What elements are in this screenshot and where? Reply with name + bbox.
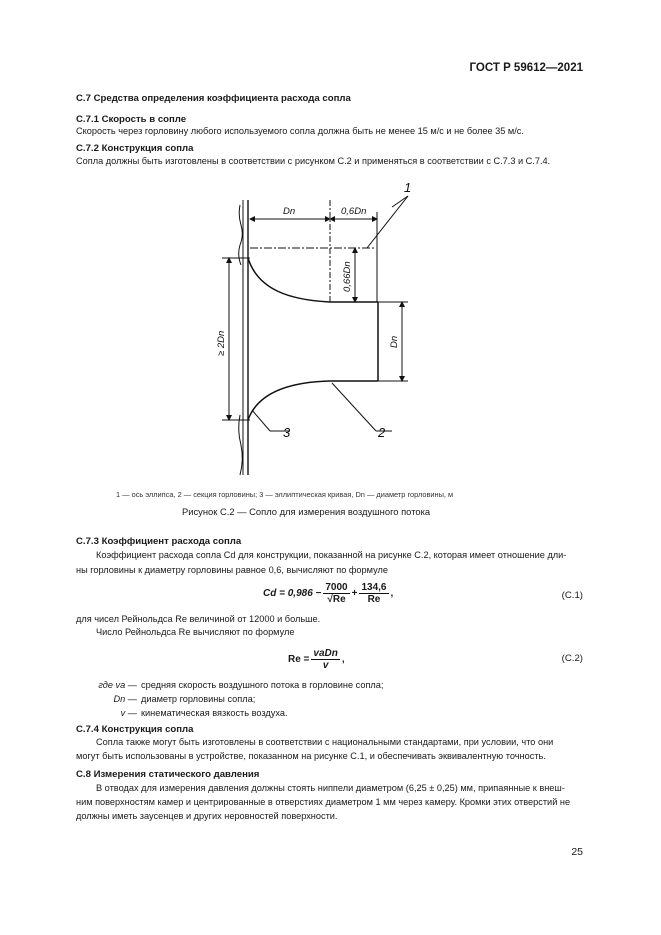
section-c74-heading: С.7.4 Конструкция сопла: [76, 724, 194, 735]
standard-designation: ГОСТ Р 59612—2021: [469, 62, 583, 74]
c74-line1: Сопла также могут быть изготовлены в соответствии с национальными стандартами, при условии, что они: [96, 737, 554, 747]
where-sym-va: где va —: [98, 680, 137, 690]
formula-c1-frac2: [359, 582, 388, 605]
c74-line2: могут быть использованы в устройстве, показанном на рисунке С.1, и обеспечивать эквивалентную точность.: [76, 751, 546, 761]
page-number: 25: [571, 846, 583, 858]
formula-c1-tail: ,: [390, 588, 394, 599]
c8-line3: должны иметь заусенцев и других неровностей поверхности.: [76, 811, 338, 821]
label-2dn: ≥ 2Dn: [216, 330, 227, 356]
section-c71-text: Скорость через горловину любого используемого сопла должна быть не менее 15 м/с и не более 35 м/с.: [76, 126, 524, 136]
where-sym-v: v —: [120, 708, 137, 718]
formula-c2-tail: ,: [341, 654, 345, 665]
section-c71-heading: С.7.1 Скорость в сопле: [76, 114, 187, 125]
formula-c2: [288, 648, 345, 671]
callout-2: 2: [378, 425, 386, 440]
section-c7-heading: С.7 Средства определения коэффициента расхода сопла: [76, 93, 351, 104]
where-sym-dn: Dn —: [113, 694, 137, 704]
label-06dn: 0,6Dn: [341, 206, 367, 217]
c73-after-formula1: для чисел Рейнольдса Re величиной от 12000 и больше.: [76, 614, 321, 624]
figure-legend: 1 — ось эллипса, 2 — секция горловины; 3 — эллиптическая кривая, Dn — диаметр горловины, м: [116, 490, 454, 499]
formula-c1: [263, 582, 393, 605]
formula-c2-num: vaDn: [313, 648, 338, 659]
formula-c2-number: (С.2): [561, 653, 583, 664]
label-dn-right: Dn: [389, 335, 400, 348]
formula-c2-lhs: Re =: [288, 654, 310, 665]
upper-elliptic-curve: [248, 258, 330, 302]
wall-break-bottom: [239, 415, 243, 475]
c73-para-line1: Коэффициент расхода сопла Cd для конструкции, показанной на рисунке С.2, которая имеет отношение дли-: [96, 550, 567, 560]
formula-c1-frac2-den: Re: [367, 594, 381, 605]
section-c73-heading: С.7.3 Коэффициент расхода сопла: [76, 536, 242, 547]
c8-line2: ним поверхностям камер и центрированные в отверстиях диаметром 1 мм через камеру. Кромки этих отверстий не: [76, 797, 571, 807]
callout-3: 3: [283, 425, 291, 440]
wall-break-top: [239, 205, 243, 265]
c73-re-intro: Число Рейнольдса Re вычисляют по формуле: [96, 627, 295, 637]
formula-c1-plus: +: [351, 588, 358, 599]
formula-c2-frac: [311, 648, 339, 671]
callout-1: 1: [404, 180, 412, 195]
section-c8-heading: С.8 Измерения статического давления: [76, 769, 260, 780]
formula-c1-number: (С.1): [561, 590, 583, 601]
leader-3: [252, 410, 270, 431]
formula-c1-frac1-den: √Re: [327, 594, 346, 605]
leader-1a: [367, 196, 408, 248]
leader-2: [332, 383, 376, 431]
formula-c2-den: v: [322, 660, 329, 671]
section-c72-text: Сопла должны быть изготовлены в соответствии с рисунком С.2 и применяться в соответствии с С.7.3 и С.7.4.: [76, 156, 551, 166]
c73-para-line2: ны горловины к диаметру горловины равное 0,6, вычисляют по формуле: [76, 565, 388, 575]
formula-c1-frac1-num: 7000: [325, 582, 348, 593]
where-desc-v: кинематическая вязкость воздуха.: [141, 708, 288, 718]
label-066dn: 0,66Dn: [342, 261, 353, 292]
where-desc-dn: диаметр горловины сопла;: [141, 694, 256, 704]
formula-c1-frac1: [323, 582, 349, 605]
lower-elliptic-curve: [248, 381, 330, 420]
where-desc-va: средняя скорость воздушного потока в горловине сопла;: [141, 680, 384, 690]
figure-caption: Рисунок С.2 — Сопло для измерения воздушного потока: [182, 506, 431, 517]
formula-c1-lhs: Cd = 0,986 −: [263, 588, 322, 599]
section-c72-heading: С.7.2 Конструкция сопла: [76, 143, 194, 154]
c8-line1: В отводах для измерения давления должны стоять ниппели диаметром (6,25 ± 0,25) мм, припаянные к внеш-: [96, 783, 565, 793]
formula-c1-frac2-num: 134,6: [361, 582, 387, 593]
label-dn-top: Dn: [283, 206, 296, 217]
